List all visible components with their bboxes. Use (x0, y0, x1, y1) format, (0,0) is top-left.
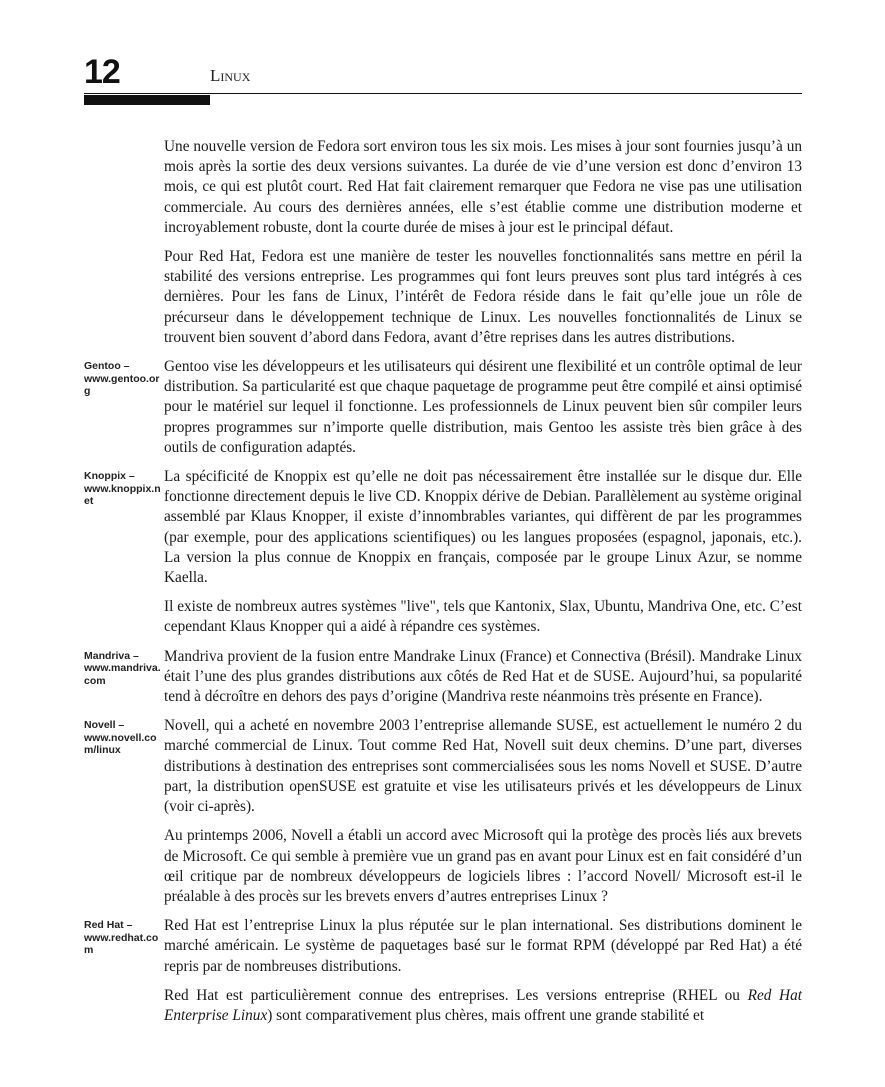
paragraph-live-systems (0, 597, 885, 637)
product-name-italic: Red Hat Enterprise Linux (164, 986, 802, 1024)
paragraph-text (164, 986, 802, 1026)
paragraph-fedora-release (0, 137, 885, 238)
paragraph-text: Une nouvelle version de Fedora sort environ tous les six mois. Les mises à jour sont fournies jusqu’à un mois après la sortie des deux versions suivantes. La durée de vie d’une version est donc d’environ 13 mois, ce qui est plutôt court. Red Hat fait clairement remarquer que Fedora ne vise pas une utilisation commerciale. Au cours des dernières années, elle s’est établie comme une distribution moderne et incroyablement robuste, dont la courte durée de mises à jour est le principal défaut. (164, 138, 802, 236)
paragraph-text: Il existe de nombreux autres systèmes "live", tels que Kantonix, Slax, Ubuntu, Mandriva One, etc. C’est cependant Klaus Knopper qui a aidé à répandre ces systèmes. (164, 598, 802, 636)
paragraph-text: Au printemps 2006, Novell a établi un accord avec Microsoft qui la protège des procès liés aux brevets de Microsoft. Ce qui semble à première vue un grand pas en avant pour Linux est en fait considéré d’un œil critique par de nombreux développeurs de logiciels libres : l’accord Novell/ Microsoft est-il le préalable à des procès sur les brevets envers d’autres entreprises Linux ? (164, 827, 802, 905)
paragraph-text-start: Red Hat est particulièrement connue des entreprises. Les versions entreprise (RHEL ou (164, 986, 748, 1004)
paragraph-text: Red Hat est l’entreprise Linux la plus réputée sur le plan international. Ses distributions dominent le marché américain. Le système de paquetages basé sur le format RPM (développé par Red Hat) a été repris par de nombreuses distributions. (164, 917, 802, 975)
paragraph-novell-microsoft (0, 826, 885, 907)
margin-note-title: Mandriva – (84, 649, 139, 662)
paragraph-gentoo (0, 357, 885, 458)
paragraph-knoppix (0, 467, 885, 588)
paragraph-redhat-enterprise (0, 986, 885, 1026)
paragraph-text-end: ) sont comparativement plus chères, mais offrent une grande stabilité et (267, 1006, 705, 1024)
margin-note-redhat (84, 919, 162, 957)
paragraph-text: La spécificité de Knoppix est qu’elle ne doit pas nécessairement être installée sur le disque dur. Elle fonctionne directement depuis le live CD. Knoppix dérive de Debian. Parallèlement au système original assemblé par Klaus Knopper, il existe d’innombrables variantes, qui diffèrent de par les programmes (par exemple, pour des applications scientifiques) ou les langues proposées (espagnol, japonais, etc.). La version la plus connue de Knoppix en français, composée par le groupe Linux Azur, se nomme Kaella. (164, 468, 802, 587)
paragraph-text: Pour Red Hat, Fedora est une manière de tester les nouvelles fonctionnalités sans mettre en péril la stabilité des versions entreprise. Les programmes qui font leurs preuves sont plus tard intégrés à ces dernières. Pour les fans de Linux, l’intérêt de Fedora réside dans le fait qu’elle joue un rôle de précurseur dans le développement technique de Linux. Les nouvelles fonctionnalités de Linux se trouvent bien souvent d’abord dans Fedora, avant d’être reprises dans les autres distributions. (164, 248, 802, 346)
margin-note-url: www.novell.com/linux (84, 731, 157, 757)
body-text (0, 137, 885, 1035)
paragraph-mandriva (0, 647, 885, 708)
running-head: Linux (210, 66, 251, 85)
paragraph-fedora-redhat (0, 247, 885, 348)
paragraph-redhat (0, 916, 885, 977)
paragraph-novell (0, 716, 885, 817)
margin-note-title: Knoppix – (84, 470, 135, 483)
paragraph-text: Mandriva provient de la fusion entre Mandrake Linux (France) et Connectiva (Brésil). Mandrake Linux était l’une des plus grandes distributions aux côtés de Red Hat et de SUSE. Aujourd’hui, sa popularité tend à décroître en dehors des pays d’origine (Mandriva reste néanmoins très présente en France). (164, 647, 802, 706)
margin-note-url: www.redhat.com (84, 931, 159, 957)
margin-note-knoppix (84, 470, 162, 508)
margin-note-title: Red Hat – (84, 919, 133, 932)
header-block (84, 95, 210, 105)
margin-note-title: Gentoo – (84, 360, 130, 373)
margin-note-mandriva (84, 650, 162, 688)
margin-note-novell (84, 719, 162, 757)
paragraph-text: Gentoo vise les développeurs et les utilisateurs qui désirent une flexibilité et un contrôle optimal de leur distribution. Sa particularité est que chaque paquetage de programme peut être compilé et ainsi optimisé pour le matériel sur lequel il fonctionne. Les professionnels de Linux peuvent bien sûr compiler leurs propres programmes sur n’importe quelle distribution, mais Gentoo les assiste très bien grâce à des outils de configuration adaptés. (164, 358, 802, 456)
margin-note-gentoo (84, 360, 162, 398)
margin-note-url: www.knoppix.net (84, 482, 161, 508)
margin-note-title: Novell – (84, 719, 125, 732)
page-number: 12 (84, 53, 120, 91)
margin-note-url: www.gentoo.org (84, 372, 160, 398)
header-rule (84, 93, 802, 94)
margin-note-url: www.mandriva.com (84, 662, 161, 687)
paragraph-text: Novell, qui a acheté en novembre 2003 l’entreprise allemande SUSE, est actuellement le numéro 2 du marché commercial de Linux. Tout comme Red Hat, Novell suit deux chemins. D’une part, diverses distributions à destination des entreprises sont commercialisées sous les noms Novell et SUSE. D’autre part, la distribution openSUSE est gratuite et vise les utilisateurs privés et les développeurs de Linux (voir ci-après). (164, 717, 802, 816)
